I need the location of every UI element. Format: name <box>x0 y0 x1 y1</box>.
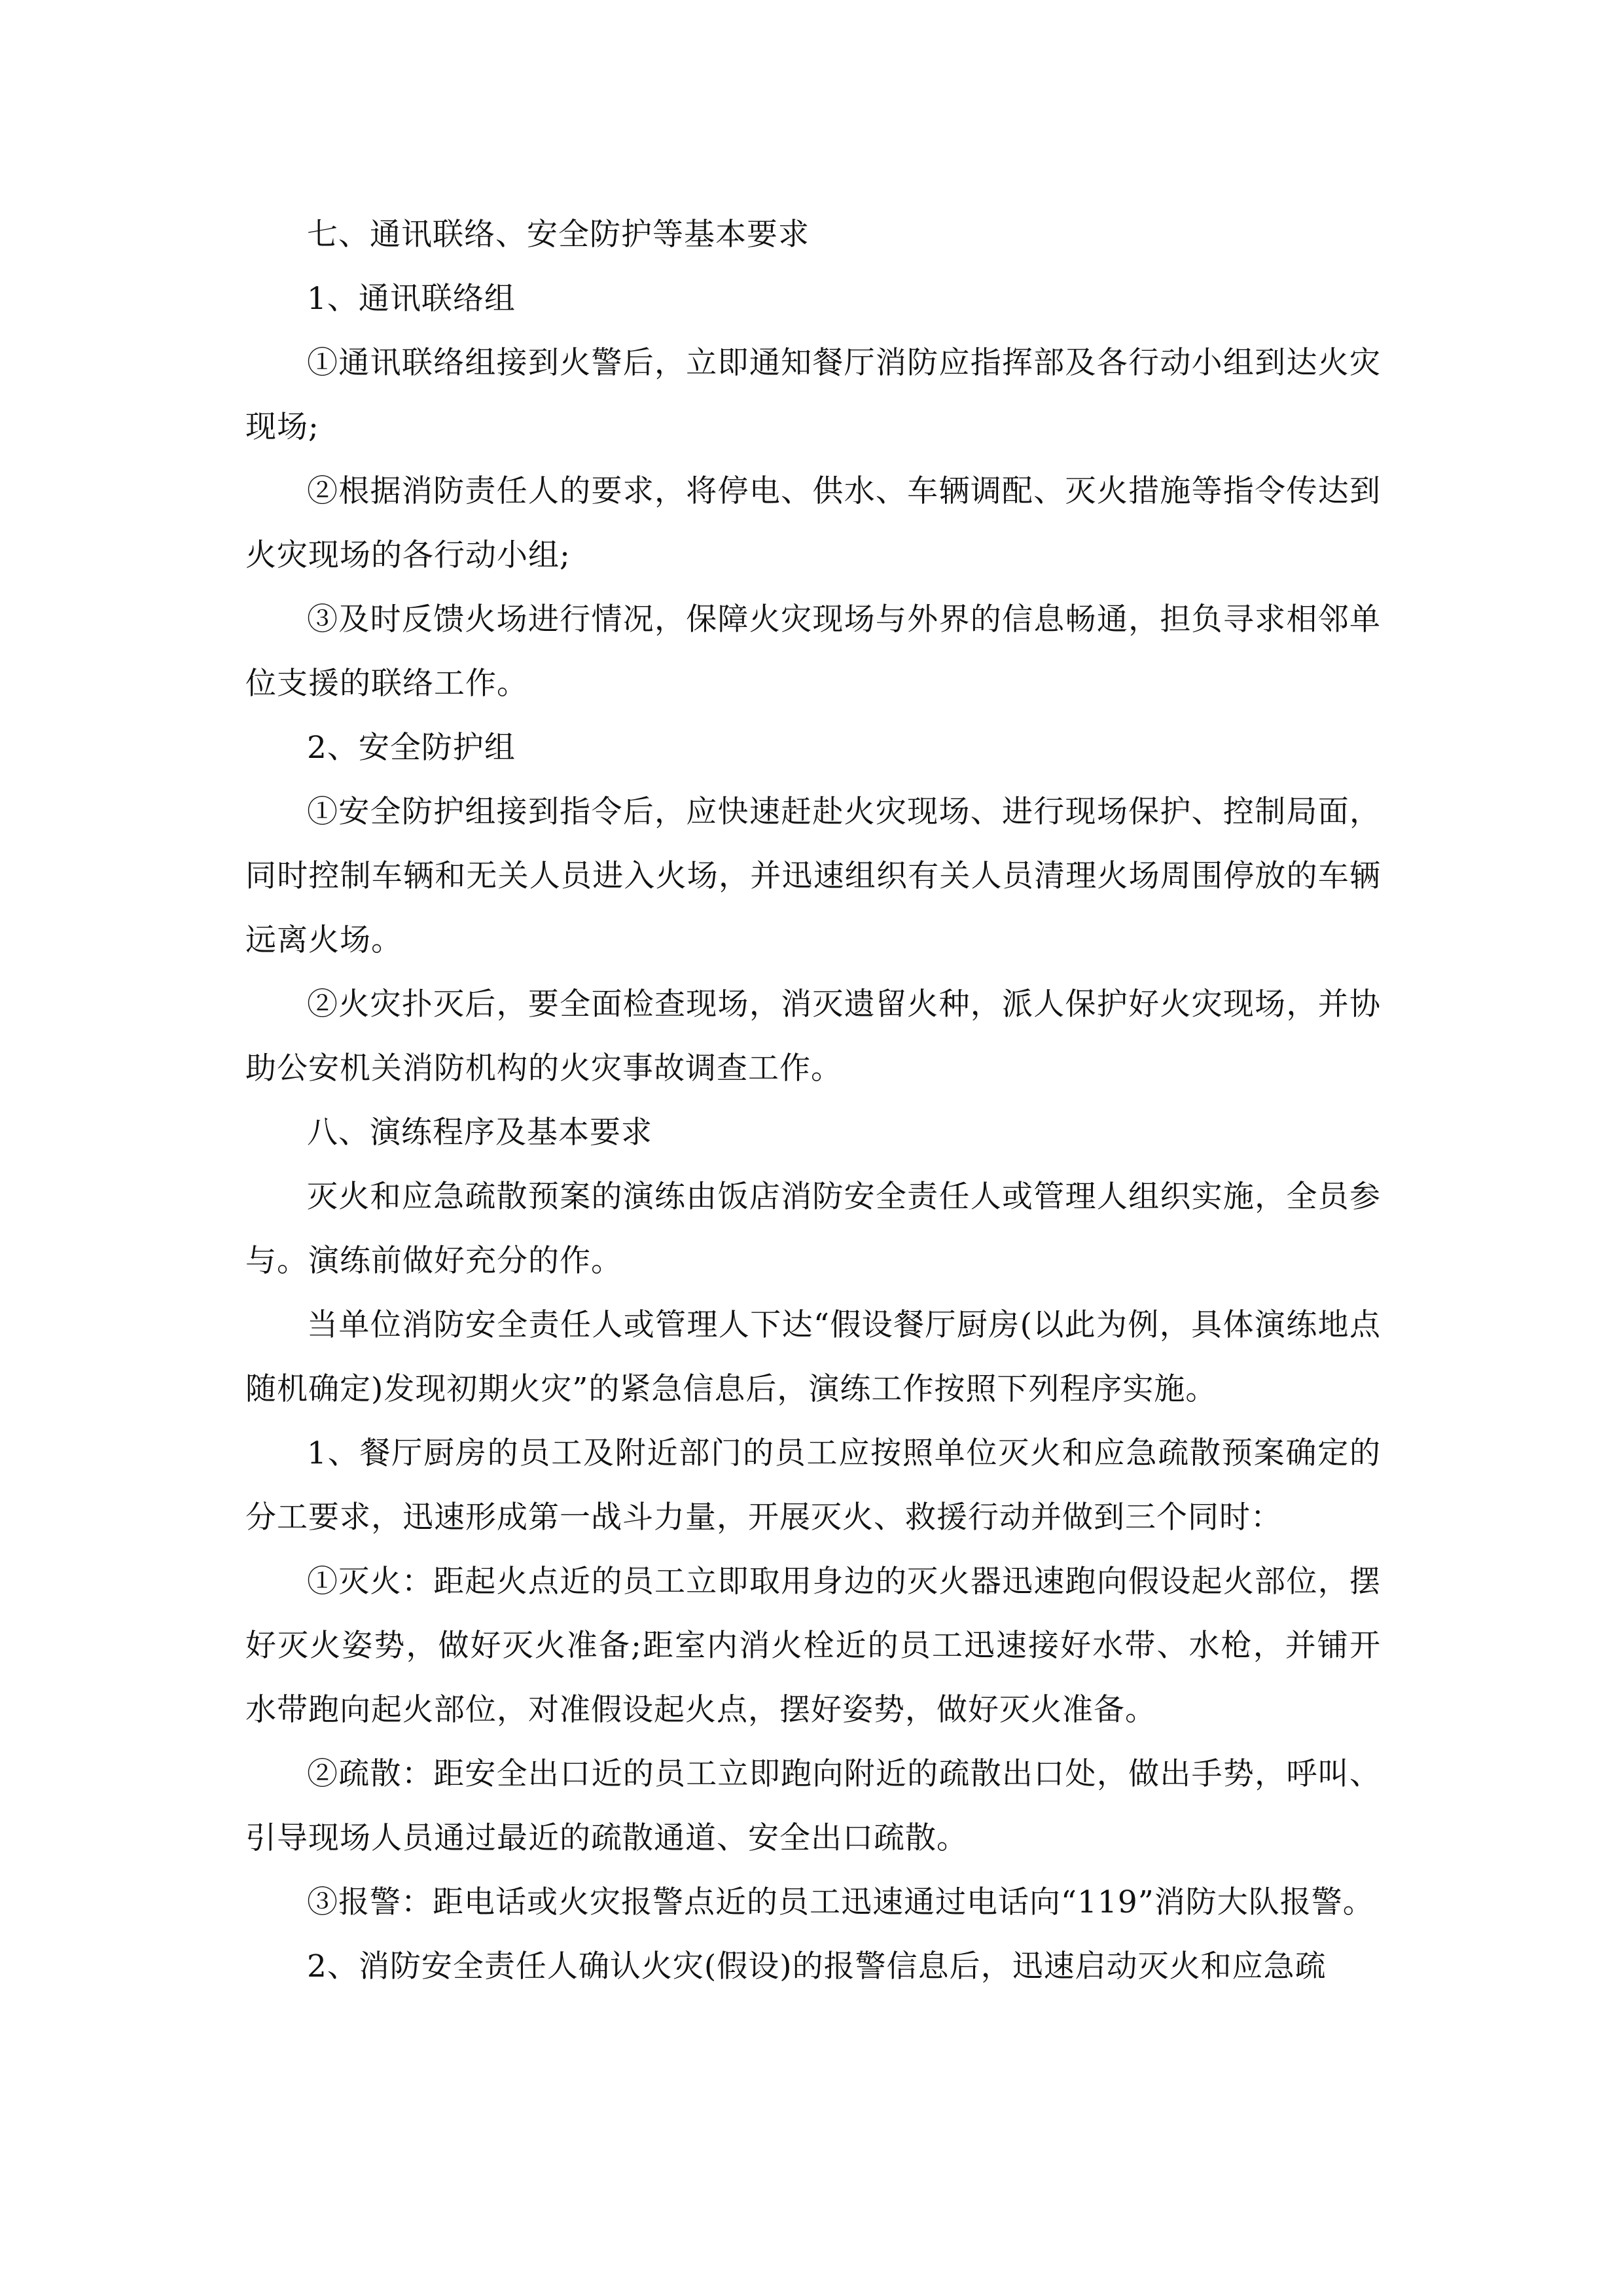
paragraph: 2、消防安全责任人确认火灾(假设)的报警信息后，迅速启动灭火和应急疏 <box>307 1948 1327 1984</box>
document-body <box>245 203 1381 1999</box>
paragraph: 1、餐厅厨房的员工及附近部门的员工应按照单位灭火和应急疏散预案确定的分工要求，迅速形成第一战斗力量，开展灭火、救援行动并做到三个同时： <box>245 1435 1381 1535</box>
paragraph: 灭火和应急疏散预案的演练由饭店消防安全责任人或管理人组织实施，全员参与。演练前做好充分的作。 <box>245 1179 1381 1279</box>
subheading-communication-group: 1、通讯联络组 <box>307 281 516 317</box>
paragraph: ③报警：距电话或火灾报警点近的员工迅速通过电话向“119”消防大队报警。 <box>307 1884 1374 1920</box>
subheading-safety-protection-group: 2、安全防护组 <box>307 730 516 766</box>
section-heading-drill-procedure: 八、演练程序及基本要求 <box>307 1115 652 1151</box>
section-heading-communication-safety: 七、通讯联络、安全防护等基本要求 <box>307 217 810 253</box>
paragraph: ①灭火：距起火点近的员工立即取用身边的灭火器迅速跑向假设起火部位，摆好灭火姿势，做好灭火准备;距室内消火栓近的员工迅速接好水带、水枪，并铺开水带跑向起火部位，对准假设起火点，摆好姿势，做好灭火准备。 <box>245 1564 1381 1728</box>
paragraph: ②疏散：距安全出口近的员工立即跑向附近的疏散出口处，做出手势，呼叫、引导现场人员通过最近的疏散通道、安全出口疏散。 <box>245 1756 1381 1856</box>
paragraph: ②根据消防责任人的要求，将停电、供水、车辆调配、灭火措施等指令传达到火灾现场的各行动小组; <box>245 473 1381 573</box>
paragraph: ①通讯联络组接到火警后，立即通知餐厅消防应指挥部及各行动小组到达火灾现场; <box>245 345 1381 445</box>
paragraph: ②火灾扑灭后，要全面检查现场，消灭遗留火种，派人保护好火灾现场，并协助公安机关消防机构的火灾事故调查工作。 <box>245 986 1381 1086</box>
paragraph: ③及时反馈火场进行情况，保障火灾现场与外界的信息畅通，担负寻求相邻单位支援的联络工作。 <box>245 601 1381 702</box>
paragraph: 当单位消防安全责任人或管理人下达“假设餐厅厨房(以此为例，具体演练地点随机确定)发现初期火灾”的紧急信息后，演练工作按照下列程序实施。 <box>245 1307 1381 1407</box>
paragraph: ①安全防护组接到指令后，应快速赶赴火灾现场、进行现场保护、控制局面，同时控制车辆和无关人员进入火场，并迅速组织有关人员清理火场周围停放的车辆远离火场。 <box>245 794 1381 958</box>
